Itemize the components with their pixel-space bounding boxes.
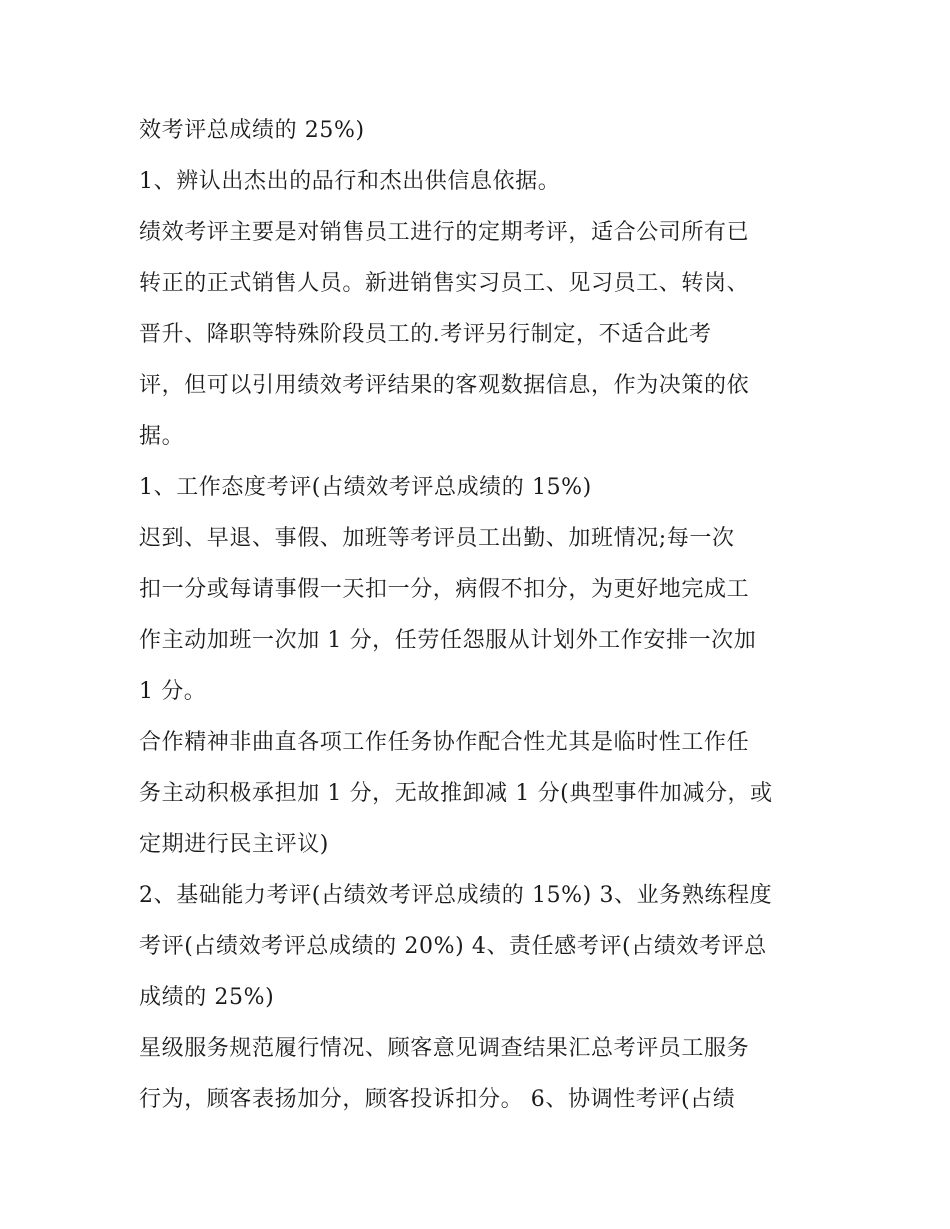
text-line-10: 扣一分或每请事假一天扣一分，病假不扣分，为更好地完成工 <box>139 577 750 602</box>
text-line-16: 2、基础能力考评(占绩效考评总成绩的 15%) 3、业务熟练程度 <box>139 883 773 908</box>
text-line-2: 1、辨认出杰出的品行和杰出供信息依据。 <box>139 169 561 194</box>
text-line-11: 作主动加班一次加 1 分，任劳任怨服从计划外工作安排一次加 <box>139 628 757 653</box>
text-line-6: 评，但可以引用绩效考评结果的客观数据信息，作为决策的依 <box>139 373 750 398</box>
text-line-12: 1 分。 <box>139 679 207 704</box>
text-line-7: 据。 <box>139 424 185 449</box>
text-line-9: 迟到、早退、事假、加班等考评员工出勤、加班情况;每一次 <box>139 526 735 551</box>
text-line-13: 合作精神非曲直各项工作任务协作配合性尤其是临时性工作任 <box>139 730 750 755</box>
text-line-20: 行为，顾客表扬加分，顾客投诉扣分。 6、协调性考评(占绩 <box>139 1087 736 1112</box>
text-line-17: 考评(占绩效考评总成绩的 20%) 4、责任感考评(占绩效考评总 <box>139 934 767 959</box>
text-line-15: 定期进行民主评议) <box>139 832 329 857</box>
text-line-18: 成绩的 25%) <box>139 985 275 1010</box>
text-line-3: 绩效考评主要是对销售员工进行的定期考评，适合公司所有已 <box>139 220 750 245</box>
text-line-14: 务主动积极承担加 1 分，无故推卸减 1 分(典型事件加减分，或 <box>139 781 773 806</box>
text-line-1: 效考评总成绩的 25%) <box>139 118 365 143</box>
text-line-4: 转正的正式销售人员。新进销售实习员工、见习员工、转岗、 <box>139 271 750 296</box>
text-line-19: 星级服务规范履行情况、顾客意见调查结果汇总考评员工服务 <box>139 1036 750 1061</box>
text-line-8: 1、工作态度考评(占绩效考评总成绩的 15%) <box>139 475 592 500</box>
document-body <box>139 112 819 1132</box>
text-line-5: 晋升、降职等特殊阶段员工的.考评另行制定，不适合此考 <box>139 322 712 347</box>
